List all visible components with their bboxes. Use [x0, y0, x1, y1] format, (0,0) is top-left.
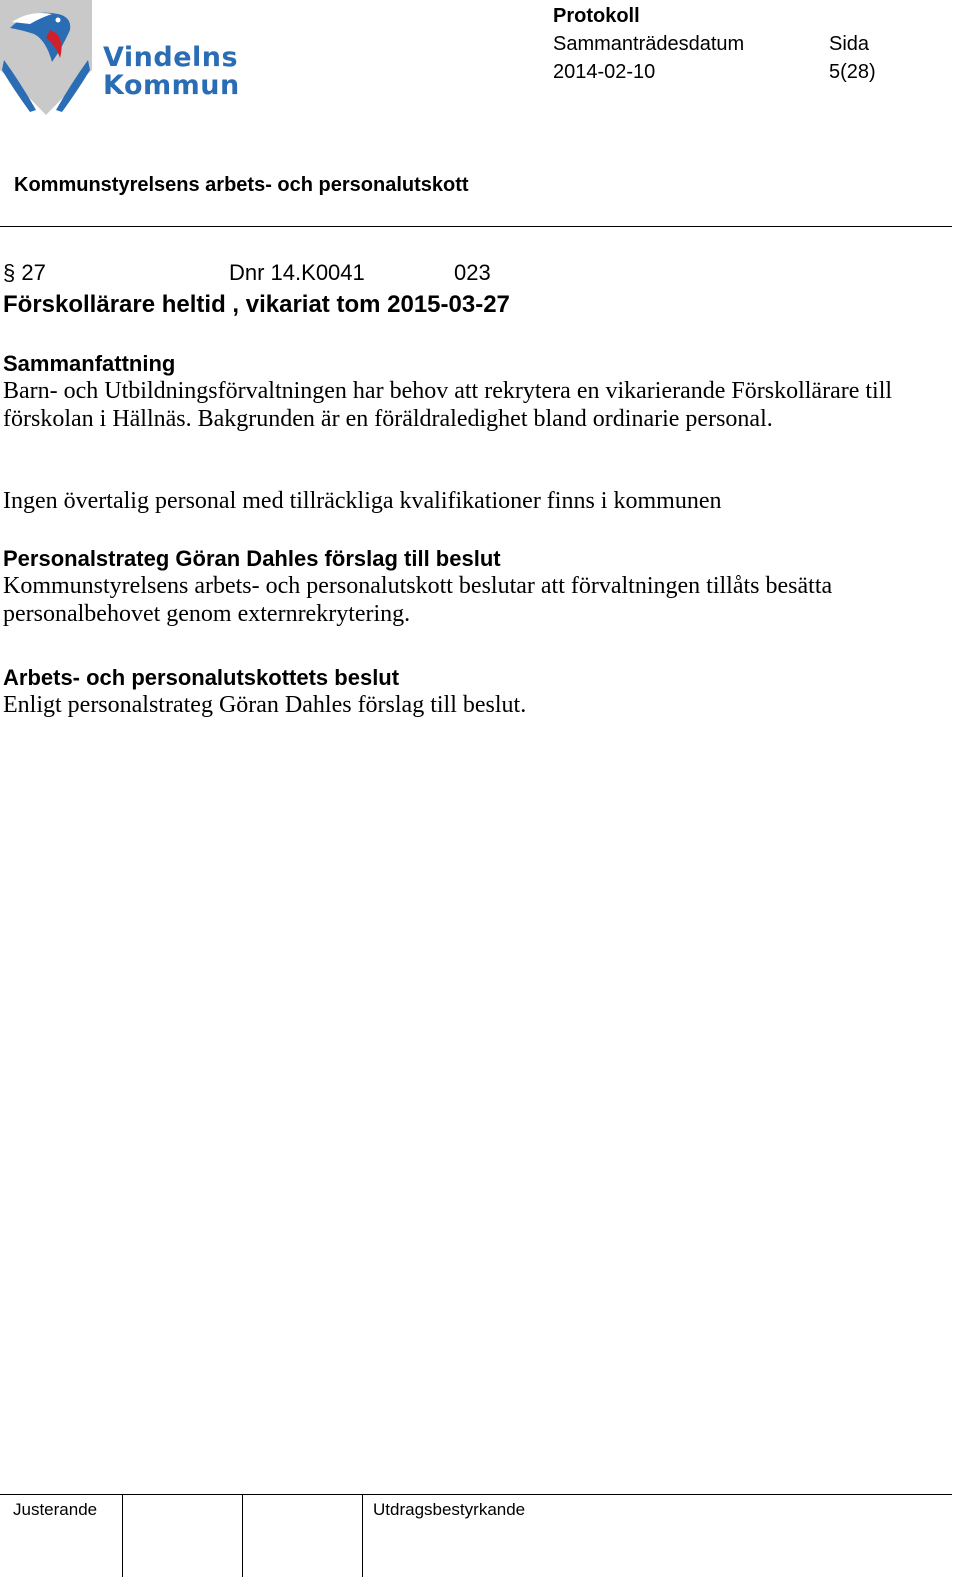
logo-wordmark [103, 44, 240, 100]
paragraph-number: § 27 [3, 260, 46, 285]
decision-section [3, 664, 903, 720]
decision-heading: Arbets- och personalutskottets beslut [3, 665, 400, 690]
page-label: Sida [829, 33, 870, 55]
meeting-date-label: Sammanträdesdatum [553, 33, 745, 55]
meeting-date: 2014-02-10 [553, 61, 656, 83]
note-section [3, 488, 903, 516]
summary-section [3, 350, 903, 433]
item-title: Förskollärare heltid , vikariat tom 2015-03-27 [3, 291, 510, 318]
document-type: Protokoll [553, 5, 640, 27]
item-code: 023 [454, 260, 491, 285]
summary-text: Barn- och Utbildningsförvaltningen har behov att rekrytera en vikarierande Förskollärare till förskolan i Hällnäs. Bakgrunden är en föräldraledighet bland ordinarie personal. [3, 378, 893, 432]
committee-name: Kommunstyrelsens arbets- och personalutskott [14, 174, 469, 196]
signature-cell-utdrag [362, 1495, 953, 1577]
logo-line-2: Kommun [103, 70, 240, 101]
utdrag-label: Utdragsbestyrkande [373, 1500, 526, 1519]
logo-line-1: Vindelns [103, 42, 239, 73]
signature-cell-justerande [0, 1495, 122, 1577]
summary-heading: Sammanfattning [3, 351, 176, 376]
proposal-text: Kommunstyrelsens arbets- och personalutskott beslutar att förvaltningen tillåts besätta personalbehovet genom externrekrytering. [3, 573, 833, 627]
diary-number: Dnr 14.K0041 [229, 260, 365, 285]
justerande-label: Justerande [13, 1500, 98, 1519]
decision-text: Enligt personalstrateg Göran Dahles förslag till beslut. [3, 692, 527, 718]
proposal-section [3, 545, 903, 628]
fish-crest-icon [0, 0, 100, 118]
signature-cell-2 [122, 1495, 243, 1577]
proposal-heading: Personalstrateg Göran Dahles förslag till beslut [3, 546, 501, 571]
municipality-logo [0, 0, 245, 118]
header-divider [0, 226, 952, 227]
page-number: 5(28) [829, 61, 876, 83]
signature-cell-3 [242, 1495, 363, 1577]
signature-footer [0, 1494, 952, 1577]
note-text: Ingen övertalig personal med tillräckliga kvalifikationer finns i kommunen [3, 488, 722, 514]
